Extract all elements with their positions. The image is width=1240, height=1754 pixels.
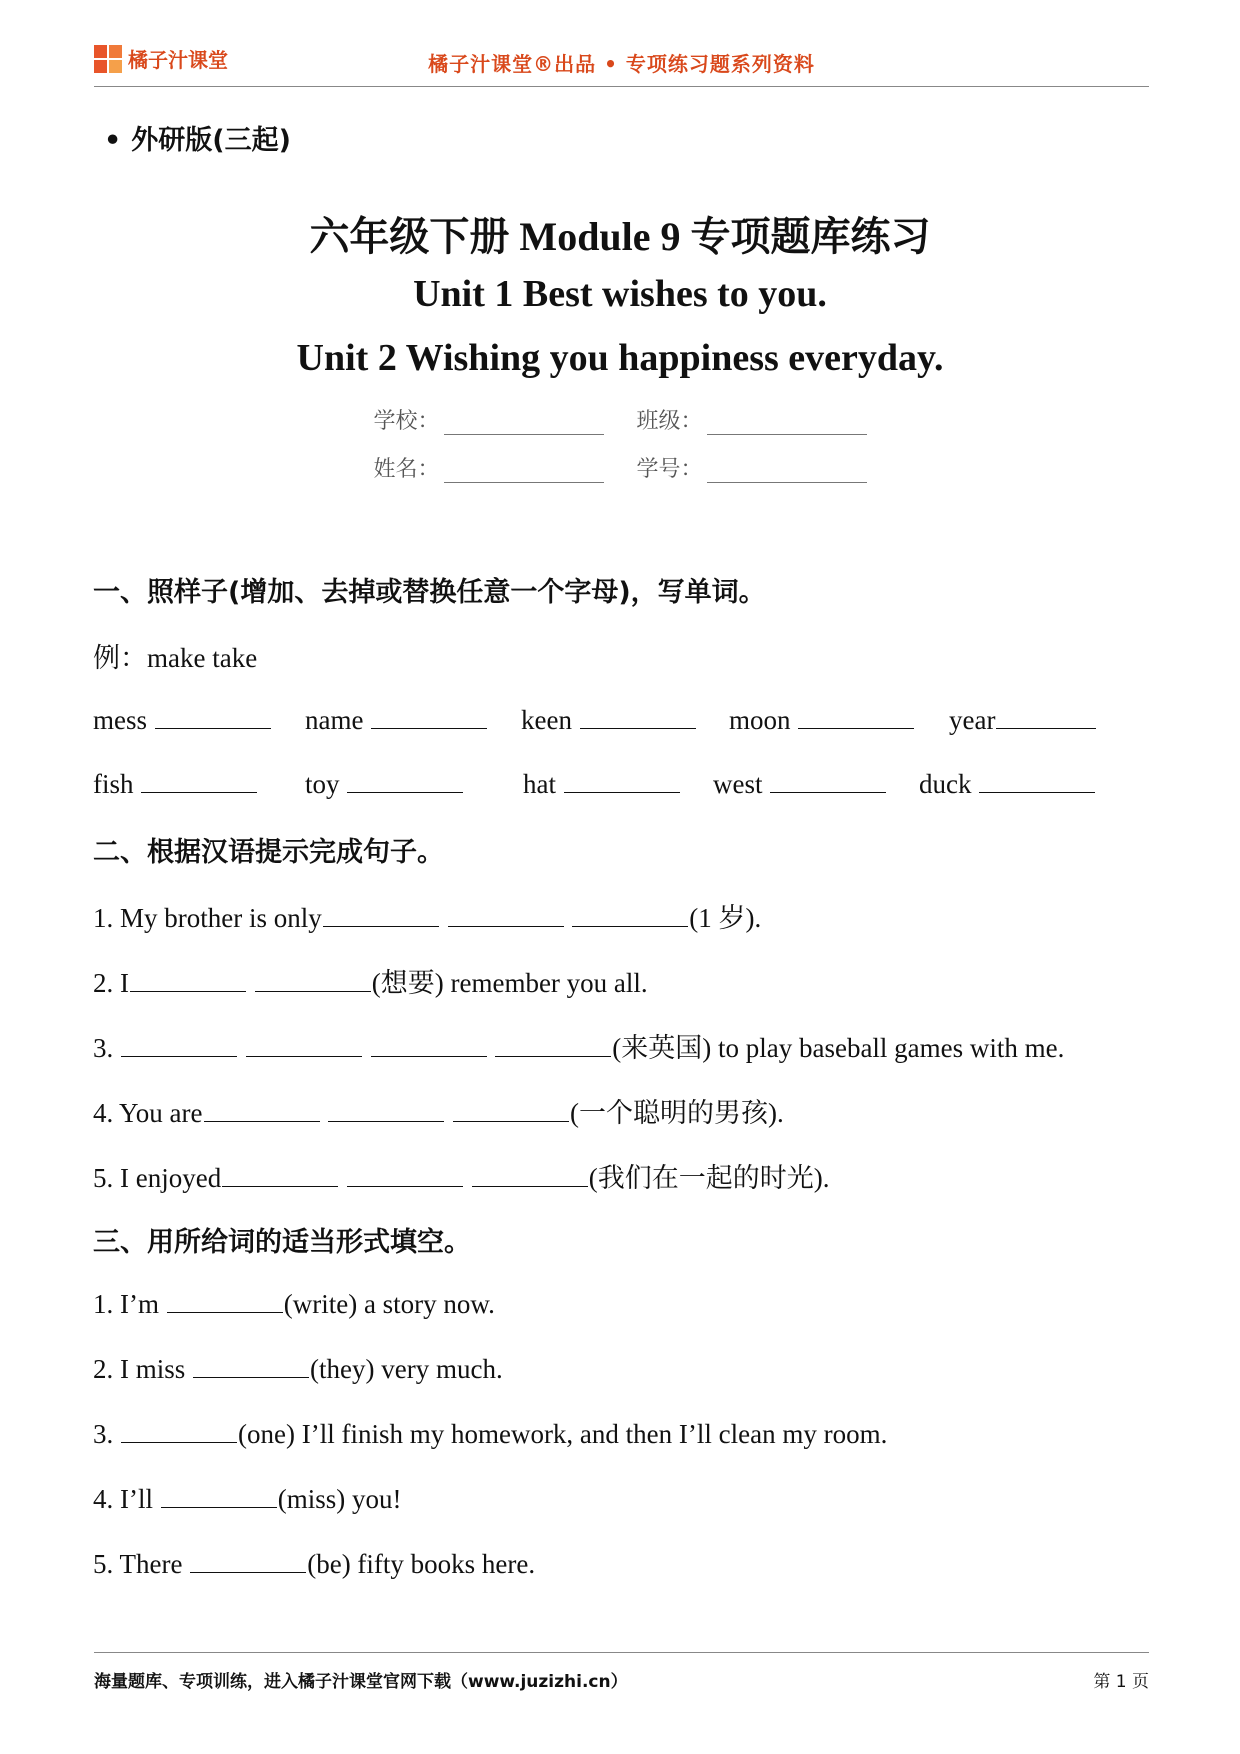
item-text: 2. I miss — [93, 1354, 193, 1384]
section2-heading: 二、根据汉语提示完成句子。 — [93, 837, 444, 868]
section3-item-4 — [93, 1481, 402, 1515]
answer-blank[interactable] — [222, 1160, 338, 1187]
item-text: 3. — [93, 1033, 120, 1063]
section2-item-3 — [93, 1026, 1064, 1065]
word-item — [523, 766, 681, 800]
word-item — [521, 702, 697, 736]
item-hint: (1 岁). — [689, 903, 762, 933]
student-info-row-1 — [0, 404, 1240, 435]
answer-blank[interactable] — [564, 766, 680, 793]
class-blank[interactable] — [707, 412, 867, 435]
word-label: mess — [93, 705, 147, 735]
item-text: 4. You are — [93, 1098, 203, 1128]
number-field — [637, 452, 867, 483]
word-item — [93, 702, 272, 736]
unit1-title: Unit 1 Best wishes to you. — [413, 273, 827, 315]
item-text: 4. I’ll — [93, 1484, 160, 1514]
word-label: duck — [919, 769, 972, 799]
answer-blank[interactable] — [798, 702, 914, 729]
answer-blank[interactable] — [448, 900, 564, 927]
name-field — [373, 452, 603, 483]
answer-blank[interactable] — [161, 1481, 277, 1508]
word-item — [919, 766, 1096, 800]
item-hint: (be) fifty books here. — [307, 1549, 536, 1579]
page-number: 第 1 页 — [1093, 1672, 1149, 1692]
section2-item-5 — [93, 1156, 829, 1195]
word-item — [713, 766, 887, 800]
footer-promo: 海量题库、专项训练，进入橘子汁课堂官网下载（www.juzizhi.cn） — [94, 1672, 628, 1692]
unit2-title: Unit 2 Wishing you happiness everyday. — [296, 337, 944, 379]
page-footer — [94, 1652, 1149, 1693]
item-hint: (one) I’ll finish my homework, and then I’ll clean my room. — [238, 1419, 888, 1449]
school-label: 学校： — [373, 409, 440, 434]
section2-item-2 — [93, 961, 648, 1000]
page-header — [94, 38, 1149, 87]
student-info-row-2 — [0, 452, 1240, 483]
answer-blank[interactable] — [371, 702, 487, 729]
word-label: name — [305, 705, 364, 735]
item-hint: (一个聪明的男孩). — [570, 1098, 784, 1128]
answer-blank[interactable] — [323, 900, 439, 927]
item-hint: (write) a story now. — [283, 1289, 495, 1319]
header-title: 橘子汁课堂®出品 • 专项练习题系列资料 — [428, 52, 815, 76]
answer-blank[interactable] — [155, 702, 271, 729]
answer-blank[interactable] — [121, 1416, 237, 1443]
section3-item-3 — [93, 1416, 887, 1450]
item-text: 5. I enjoyed — [93, 1163, 222, 1193]
answer-blank[interactable] — [190, 1546, 306, 1573]
name-label: 姓名： — [373, 457, 440, 482]
word-item — [93, 766, 258, 800]
answer-blank[interactable] — [453, 1095, 569, 1122]
word-label: hat — [523, 769, 556, 799]
number-label: 学号： — [636, 457, 703, 482]
word-label: year — [949, 705, 996, 735]
word-item — [305, 702, 488, 736]
item-text: 5. There — [93, 1549, 190, 1579]
word-label: fish — [93, 769, 134, 799]
item-text: 2. I — [93, 968, 129, 998]
word-item — [305, 766, 464, 800]
word-label: keen — [521, 705, 572, 735]
school-field — [373, 404, 603, 435]
section2-item-4 — [93, 1091, 784, 1130]
answer-blank[interactable] — [770, 766, 886, 793]
edition-text: 外研版(三起) — [131, 125, 291, 156]
word-label: moon — [729, 705, 791, 735]
section2-item-1 — [93, 896, 761, 935]
word-label: toy — [305, 769, 340, 799]
answer-blank[interactable] — [979, 766, 1095, 793]
answer-blank[interactable] — [371, 1030, 487, 1057]
number-blank[interactable] — [707, 460, 867, 483]
answer-blank[interactable] — [121, 1030, 237, 1057]
item-hint: (我们在一起的时光). — [588, 1163, 830, 1193]
logo-text: 橘子汁课堂 — [128, 48, 228, 72]
answer-blank[interactable] — [495, 1030, 611, 1057]
answer-blank[interactable] — [204, 1095, 320, 1122]
answer-blank[interactable] — [347, 766, 463, 793]
answer-blank[interactable] — [347, 1160, 463, 1187]
item-text: 3. — [93, 1419, 120, 1449]
answer-blank[interactable] — [141, 766, 257, 793]
edition-label — [104, 118, 291, 157]
answer-blank[interactable] — [246, 1030, 362, 1057]
section1-heading: 一、照样子(增加、去掉或替换任意一个字母)，写单词。 — [93, 577, 766, 608]
item-hint: (来英国) to play baseball games with me. — [612, 1033, 1065, 1063]
answer-blank[interactable] — [255, 965, 371, 992]
item-text: 1. I’m — [93, 1289, 166, 1319]
name-blank[interactable] — [444, 460, 604, 483]
answer-blank[interactable] — [572, 900, 688, 927]
section3-item-5 — [93, 1546, 535, 1580]
item-hint: (想要) remember you all. — [371, 968, 648, 998]
answer-blank[interactable] — [328, 1095, 444, 1122]
class-label: 班级： — [636, 409, 703, 434]
section3-item-1 — [93, 1286, 495, 1320]
item-hint: (they) very much. — [310, 1354, 503, 1384]
answer-blank[interactable] — [472, 1160, 588, 1187]
section3-heading: 三、用所给词的适当形式填空。 — [93, 1227, 471, 1258]
item-text: 1. My brother is only — [93, 903, 322, 933]
answer-blank[interactable] — [193, 1351, 309, 1378]
word-item — [949, 702, 1097, 736]
section3-item-2 — [93, 1351, 503, 1385]
class-field — [637, 404, 867, 435]
word-item — [729, 702, 915, 736]
school-blank[interactable] — [444, 412, 604, 435]
answer-blank[interactable] — [580, 702, 696, 729]
answer-blank[interactable] — [130, 965, 246, 992]
bullet: • — [104, 125, 122, 156]
item-hint: (miss) you! — [277, 1484, 402, 1514]
word-label: west — [713, 769, 763, 799]
answer-blank[interactable] — [996, 702, 1096, 729]
answer-blank[interactable] — [167, 1286, 283, 1313]
section1-example: 例：make take — [93, 643, 258, 673]
main-title: 六年级下册 Module 9 专项题库练习 — [309, 214, 931, 259]
